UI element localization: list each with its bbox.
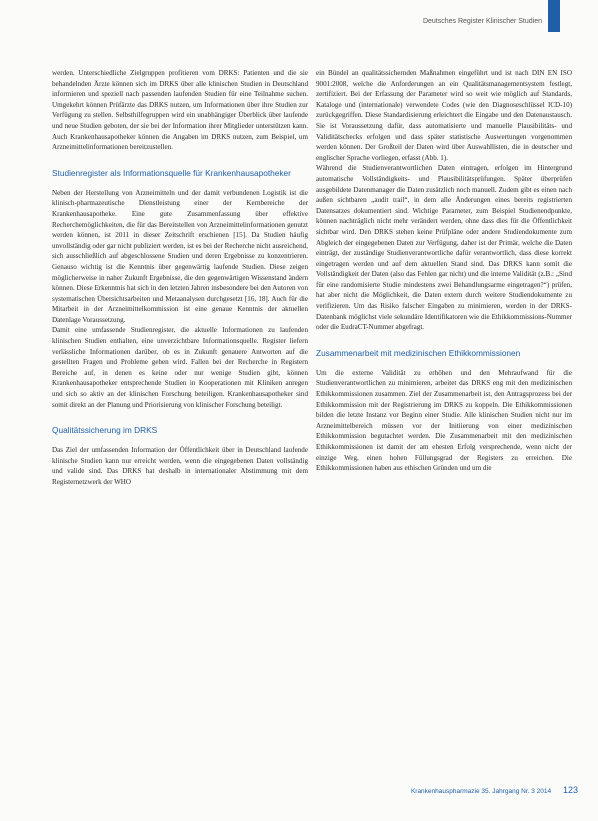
left-column [52,68,308,488]
running-header: Deutsches Register Klinischer Studien [422,18,542,25]
paragraph: Um die externe Validität zu erhöhen und den Mehraufwand für die Studienverantwortlichen zu minimieren, arbeitet das DRKS eng mit den medizinischen Ethikkommissionen zusammen. Ziel der Zusammenarbeit ist, den Antragsprozess bei der Ethikkommission mit der Registrierung im DRKS zu koppeln. Die Ethikkommissionen bilden die letzte Instanz vor Beginn einer Studie. Alle klinischen Studien nicht nur im Arzneimittelbereich müssen vor der Initiierung von einer medizinischen Ethikkommission begutachtet werden. Die Zusammenarbeit mit den medizinischen Ethikkommissionen ist damit der am ehesten Erfolg versprechende, wenn nicht der einzige Weg, einen hohen Füllungsgrad der Registers zu erreichen. Die Ethikkommissionen haben aus ethischen Gründen und um die [316,368,572,473]
section-heading: Zusammenarbeit mit medizinischen Ethikkommissionen [316,347,521,358]
section-heading: Studienregister als Informationsquelle für Krankenhausapotheker [52,167,291,178]
right-column [316,68,572,474]
paragraph: Während die Studienverantwortlichen Daten eintragen, erfolgen im Hintergrund automatische Vollständigkeits- und Plausibilitätsprüfungen. Später überprüfen ausgebildete Datenmanager die Daten zusätzlich noch manuell. Zudem gibt es einen nach außen sichtbaren „audit trail“, in dem alle Änderungen eines bereits registrierten Datensatzes dokumentiert sind. Wichtige Parameter, zum Beispiel Studienendpunkte, können nachträglich nicht mehr verändert werden, ohne dass dies für die Öffentlichkeit sichtbar wird. Den DRKS stehen keine Prüfpläne oder andere Studiendokumente zum Abgleich der eingegebenen Daten zur Verfügung, daher ist der Primär, welche die Daten einträgt, der zuständige Studienverantwortliche dafür verantwortlich, dass diese korrekt eingetragen werden und auf dem aktuellen Stand sind. Das DRKS kann somit die Vollständigkeit der Daten (also das Fehlen gar nicht) und die interne Validität (z.B.: „Sind für eine randomisierte Studie mindestens zwei Behandlungsarme eingetragen?“) prüfen, hat aber nicht die Möglichkeit, die Daten extern durch weitere Studiendokumente zu verifizieren. Um das Risiko falscher Eingaben zu minimieren, werden in der DRKS-Datenbank möglichst viele sekundäre Identifikatoren wie die Ethikkommissions-Nummer oder die EudraCT-Nummer abgefragt. [316,164,572,332]
journal-citation: Krankenhauspharmazie 35. Jahrgang Nr. 3 2014 [410,788,552,795]
section-heading: Qualitätssicherung im DRKS [52,425,158,436]
page-number: 123 [562,785,578,795]
page-footer [411,785,578,795]
paragraph: Das Ziel der umfassenden Information der Öffentlichkeit über in Deutschland laufende klinische Studien kann nur erreicht werden, wenn die eingegebenen Daten vollständig und valide sind. Das DRKS hat deshalb in internationaler Abstimmung mit dem Registernetzwerk der WHO [52,446,308,486]
paragraph: ein Bündel an qualitätssichernden Maßnahmen eingeführt und ist nach DIN EN ISO 9001:2008, welche die Anforderungen an ein Qualitätsmanagementsystem festlegt, zertifiziert. Bei der Erfassung der Parameter wird so weit wie möglich auf Standards, Kataloge und (internationale) verwendete Codes (wie den Diagnoseschlüssel ICD-10) zurückgegriffen. Diese Standardisierung erleichtert die Eingabe und den Datenaustausch. Sie ist Voraussetzung dafür, dass automatisierte und manuelle Plausibilitäts- und Validitätschecks erfolgen und dass später statistische Auswertungen vorgenommen werden können. Der Großteil der Daten wird über Auswahllisten, die in deutscher und englischer Sprache vorliegen, erfasst (Abb. 1). [316,69,572,162]
paragraph: Damit eine umfassende Studienregister, die aktuelle Informationen zu laufenden klinischen Studien enthalten, eine unverzichtbare Informationsquelle. Register liefern verlässliche Informationen darüber, ob es in Zukunft genauere Antworten auf die gestellten Fragen und Probleme geben wird. Fallen bei der Recherche in Registern Bereiche auf, in denen es keine oder nur wenige Studien gibt, können Krankenhausapotheker entsprechende Studien in Kooperationen mit Kliniken anregen und sich so aktiv an der klinischen Forschung beteiligen. Krankenhausapotheker sind somit direkt an der Planung und Priorisierung von klinischer Forschung beteiligt. [52,326,308,409]
paragraph: werden. Unterschiedliche Zielgruppen profitieren vom DRKS: Patienten und die sie behandelnden Ärzte können sich im DRKS über alle klinischen Studien in Deutschland informieren und speziell nach passenden laufenden Studien für eine Teilnahme suchen. Umgekehrt können Prüfärzte das DRKS nutzen, um Informationen über ihre Studien zur Verfügung zu stellen. Selbsthilfegruppen wird ein unabhängiger Überblick über laufende und neue Studien geboten, der sie bei der Information ihrer Mitglieder unterstützen kann. Auch Krankenhausapotheker können die Angaben im DRKS nutzen, zum Beispiel, um Arzneimittelinformationen bereitzustellen. [52,69,308,152]
paragraph: Neben der Herstellung von Arzneimitteln und der damit verbundenen Logistik ist die klinisch-pharmazeutische Dienstleistung einer der Kernbereiche der Krankenhausapotheke. Eine gute Zusammenfassung über effektive Recherchemöglichkeiten, die für das Bereitstellen von Arzneimittelinformationen genutzt werden können, ist 2011 in dieser Zeitschrift erschienen [15]. Da Studien häufig unvollständig oder gar nicht publiziert werden, ist es bei der Recherche nicht ausreichend, sich ausschließlich auf abgeschlossene Studien und deren Ergebnisse zu konzentrieren. Genauso wichtig ist die Kenntnis über gegenwärtig laufende Studien. Diese zeigen möglicherweise in naher Zukunft Ergebnisse, die den gegenwärtigen Wissenstand ändern können. Diese Erkenntnis hat sich in den letzten Jahren insbesondere bei den Autoren von systematischen Übersichtsarbeiten und Metaanalysen durchgesetzt [16, 18]. Auch für die Mitarbeit in der Arzneimittelkommission ist eine genaue Kenntnis der aktuellen Datenlage Voraussetzung. [52,188,308,324]
section-tab-marker [548,0,560,32]
